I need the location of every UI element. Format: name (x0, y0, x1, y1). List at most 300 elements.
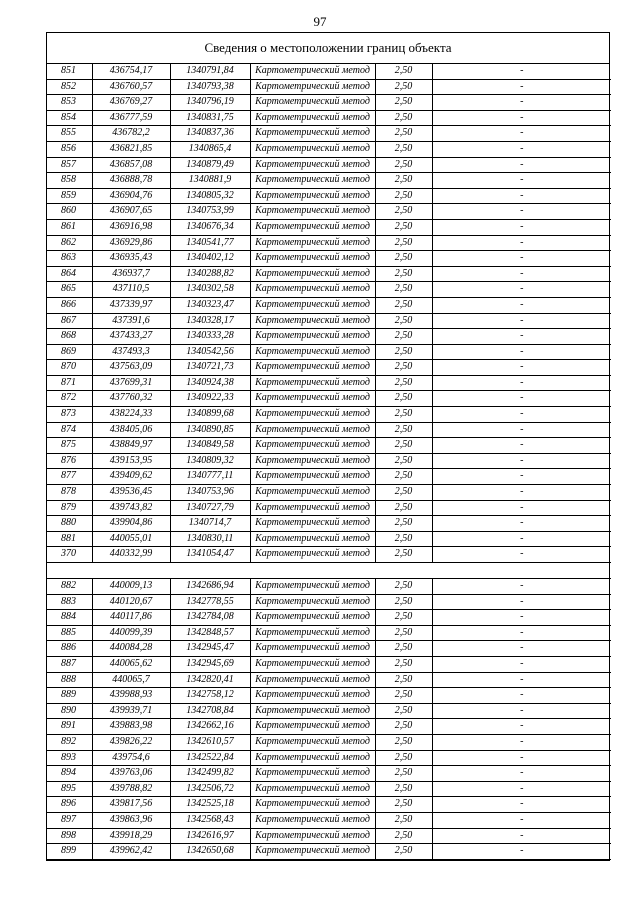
table-row (47, 422, 611, 438)
table-row (47, 219, 611, 235)
table-row (47, 141, 611, 157)
method-cell: Картометрический метод (250, 516, 375, 532)
method-cell: Картометрический метод (250, 313, 375, 329)
coord-x-cell: 437110,5 (92, 282, 170, 298)
point-number-cell: 859 (47, 188, 92, 204)
point-number-cell: 852 (47, 79, 92, 95)
precision-cell: 2,50 (375, 329, 432, 345)
precision-cell: 2,50 (375, 797, 432, 813)
method-cell: Картометрический метод (250, 360, 375, 376)
coord-y-cell: 1342610,57 (170, 734, 250, 750)
coord-y-cell: 1340793,38 (170, 79, 250, 95)
point-number-cell: 877 (47, 469, 92, 485)
precision-cell: 2,50 (375, 313, 432, 329)
coord-x-cell: 439939,71 (92, 703, 170, 719)
table-header: Сведения о местоположении границ объекта (47, 33, 609, 64)
coord-y-cell: 1342820,41 (170, 672, 250, 688)
description-cell: - (432, 375, 611, 391)
description-cell: - (432, 126, 611, 142)
coord-x-cell: 440055,01 (92, 531, 170, 547)
method-cell: Картометрический метод (250, 531, 375, 547)
precision-cell: 2,50 (375, 844, 432, 860)
coord-x-cell: 439962,42 (92, 844, 170, 860)
method-cell: Картометрический метод (250, 734, 375, 750)
description-cell: - (432, 95, 611, 111)
coord-y-cell: 1340865,4 (170, 141, 250, 157)
coord-x-cell: 440117,86 (92, 610, 170, 626)
description-cell: - (432, 750, 611, 766)
table-row (47, 407, 611, 423)
coord-x-cell: 439788,82 (92, 781, 170, 797)
coord-x-cell: 440009,13 (92, 579, 170, 595)
precision-cell: 2,50 (375, 734, 432, 750)
description-cell: - (432, 64, 611, 79)
method-cell: Картометрический метод (250, 500, 375, 516)
precision-cell: 2,50 (375, 64, 432, 79)
method-cell: Картометрический метод (250, 126, 375, 142)
coordinates-table (47, 64, 611, 860)
coord-x-cell: 436782,2 (92, 126, 170, 142)
description-cell: - (432, 157, 611, 173)
coord-x-cell: 440084,28 (92, 641, 170, 657)
point-number-cell: 857 (47, 157, 92, 173)
precision-cell: 2,50 (375, 641, 432, 657)
point-number-cell: 879 (47, 500, 92, 516)
coord-y-cell: 1340890,85 (170, 422, 250, 438)
method-cell: Картометрический метод (250, 750, 375, 766)
description-cell: - (432, 188, 611, 204)
coord-x-cell: 440099,39 (92, 625, 170, 641)
table-row (47, 204, 611, 220)
coord-y-cell: 1342945,47 (170, 641, 250, 657)
description-cell: - (432, 407, 611, 423)
precision-cell: 2,50 (375, 812, 432, 828)
table-row (47, 579, 611, 595)
coord-y-cell: 1340333,28 (170, 329, 250, 345)
coord-y-cell: 1342499,82 (170, 766, 250, 782)
coord-y-cell: 1342662,16 (170, 719, 250, 735)
precision-cell: 2,50 (375, 251, 432, 267)
point-number-cell: 885 (47, 625, 92, 641)
coord-x-cell: 440065,7 (92, 672, 170, 688)
point-number-cell: 890 (47, 703, 92, 719)
method-cell: Картометрический метод (250, 766, 375, 782)
table-row (47, 453, 611, 469)
point-number-cell: 854 (47, 110, 92, 126)
coord-y-cell: 1342945,69 (170, 656, 250, 672)
coord-y-cell: 1340541,77 (170, 235, 250, 251)
point-number-cell: 887 (47, 656, 92, 672)
coord-x-cell: 436821,85 (92, 141, 170, 157)
method-cell: Картометрический метод (250, 79, 375, 95)
method-cell: Картометрический метод (250, 297, 375, 313)
method-cell: Картометрический метод (250, 703, 375, 719)
coord-y-cell: 1340805,32 (170, 188, 250, 204)
description-cell: - (432, 344, 611, 360)
point-number-cell: 871 (47, 375, 92, 391)
precision-cell: 2,50 (375, 95, 432, 111)
precision-cell: 2,50 (375, 703, 432, 719)
coord-x-cell: 438405,06 (92, 422, 170, 438)
description-cell: - (432, 173, 611, 189)
coord-x-cell: 440332,99 (92, 547, 170, 563)
coord-x-cell: 436754,17 (92, 64, 170, 79)
table-row (47, 344, 611, 360)
precision-cell: 2,50 (375, 157, 432, 173)
table-row (47, 625, 611, 641)
table-row (47, 797, 611, 813)
coord-x-cell: 436904,76 (92, 188, 170, 204)
precision-cell: 2,50 (375, 422, 432, 438)
coord-x-cell: 437433,27 (92, 329, 170, 345)
point-number-cell: 893 (47, 750, 92, 766)
precision-cell: 2,50 (375, 531, 432, 547)
precision-cell: 2,50 (375, 110, 432, 126)
precision-cell: 2,50 (375, 766, 432, 782)
coord-y-cell: 1340323,47 (170, 297, 250, 313)
precision-cell: 2,50 (375, 438, 432, 454)
description-cell: - (432, 797, 611, 813)
table-row (47, 438, 611, 454)
description-cell: - (432, 672, 611, 688)
coord-x-cell: 436760,57 (92, 79, 170, 95)
coord-y-cell: 1340849,58 (170, 438, 250, 454)
method-cell: Картометрический метод (250, 469, 375, 485)
coord-y-cell: 1340899,68 (170, 407, 250, 423)
coord-y-cell: 1340809,32 (170, 453, 250, 469)
point-number-cell: 875 (47, 438, 92, 454)
description-cell: - (432, 688, 611, 704)
description-cell: - (432, 625, 611, 641)
point-number-cell: 865 (47, 282, 92, 298)
coord-y-cell: 1340288,82 (170, 266, 250, 282)
point-number-cell: 864 (47, 266, 92, 282)
table-row (47, 531, 611, 547)
method-cell: Картометрический метод (250, 641, 375, 657)
description-cell: - (432, 579, 611, 595)
coord-x-cell: 439826,22 (92, 734, 170, 750)
coord-y-cell: 1340676,34 (170, 219, 250, 235)
method-cell: Картометрический метод (250, 797, 375, 813)
precision-cell: 2,50 (375, 173, 432, 189)
coord-x-cell: 437493,3 (92, 344, 170, 360)
point-number-cell: 861 (47, 219, 92, 235)
precision-cell: 2,50 (375, 672, 432, 688)
table-row (47, 329, 611, 345)
coord-y-cell: 1340830,11 (170, 531, 250, 547)
table-row (47, 719, 611, 735)
description-cell: - (432, 516, 611, 532)
precision-cell: 2,50 (375, 282, 432, 298)
description-cell: - (432, 329, 611, 345)
point-number-cell: 892 (47, 734, 92, 750)
coord-y-cell: 1340302,58 (170, 282, 250, 298)
point-number-cell: 889 (47, 688, 92, 704)
point-number-cell: 873 (47, 407, 92, 423)
precision-cell: 2,50 (375, 469, 432, 485)
coord-y-cell: 1340922,33 (170, 391, 250, 407)
method-cell: Картометрический метод (250, 375, 375, 391)
description-cell: - (432, 235, 611, 251)
precision-cell: 2,50 (375, 750, 432, 766)
point-number-cell: 869 (47, 344, 92, 360)
coord-x-cell: 436888,78 (92, 173, 170, 189)
table-row (47, 656, 611, 672)
method-cell: Картометрический метод (250, 110, 375, 126)
description-cell: - (432, 500, 611, 516)
description-cell: - (432, 141, 611, 157)
method-cell: Картометрический метод (250, 95, 375, 111)
description-cell: - (432, 656, 611, 672)
method-cell: Картометрический метод (250, 141, 375, 157)
table-row (47, 516, 611, 532)
precision-cell: 2,50 (375, 625, 432, 641)
coord-y-cell: 1342784,08 (170, 610, 250, 626)
method-cell: Картометрический метод (250, 251, 375, 267)
table-row (47, 672, 611, 688)
table-row (47, 173, 611, 189)
method-cell: Картометрический метод (250, 204, 375, 220)
coord-x-cell: 436937,7 (92, 266, 170, 282)
coord-x-cell: 440120,67 (92, 594, 170, 610)
table-row (47, 641, 611, 657)
description-cell: - (432, 266, 611, 282)
coord-x-cell: 439988,93 (92, 688, 170, 704)
method-cell: Картометрический метод (250, 282, 375, 298)
separator-row (47, 563, 611, 579)
precision-cell: 2,50 (375, 453, 432, 469)
method-cell: Картометрический метод (250, 579, 375, 595)
coord-x-cell: 438849,97 (92, 438, 170, 454)
description-cell: - (432, 282, 611, 298)
coord-y-cell: 1342506,72 (170, 781, 250, 797)
point-number-cell: 862 (47, 235, 92, 251)
precision-cell: 2,50 (375, 79, 432, 95)
point-number-cell: 896 (47, 797, 92, 813)
table-row (47, 594, 611, 610)
coord-x-cell: 439743,82 (92, 500, 170, 516)
table-row (47, 812, 611, 828)
description-cell: - (432, 453, 611, 469)
table-row (47, 313, 611, 329)
point-number-cell: 858 (47, 173, 92, 189)
method-cell: Картометрический метод (250, 219, 375, 235)
coord-y-cell: 1342522,84 (170, 750, 250, 766)
coord-y-cell: 1340753,96 (170, 485, 250, 501)
precision-cell: 2,50 (375, 500, 432, 516)
table-row (47, 110, 611, 126)
coord-y-cell: 1340796,19 (170, 95, 250, 111)
method-cell: Картометрический метод (250, 656, 375, 672)
point-number-cell: 883 (47, 594, 92, 610)
coord-x-cell: 439904,86 (92, 516, 170, 532)
point-number-cell: 863 (47, 251, 92, 267)
table-row (47, 391, 611, 407)
coord-x-cell: 437760,32 (92, 391, 170, 407)
method-cell: Картометрический метод (250, 64, 375, 79)
coord-x-cell: 440065,62 (92, 656, 170, 672)
precision-cell: 2,50 (375, 204, 432, 220)
coord-y-cell: 1340879,49 (170, 157, 250, 173)
precision-cell: 2,50 (375, 344, 432, 360)
coord-y-cell: 1340721,73 (170, 360, 250, 376)
point-number-cell: 872 (47, 391, 92, 407)
precision-cell: 2,50 (375, 141, 432, 157)
coord-y-cell: 1342616,97 (170, 828, 250, 844)
method-cell: Картометрический метод (250, 329, 375, 345)
coord-y-cell: 1340753,99 (170, 204, 250, 220)
description-cell: - (432, 110, 611, 126)
precision-cell: 2,50 (375, 719, 432, 735)
table-row (47, 500, 611, 516)
coord-y-cell: 1341054,47 (170, 547, 250, 563)
coord-x-cell: 438224,33 (92, 407, 170, 423)
coord-y-cell: 1342778,55 (170, 594, 250, 610)
table-row (47, 266, 611, 282)
description-cell: - (432, 313, 611, 329)
description-cell: - (432, 641, 611, 657)
method-cell: Картометрический метод (250, 173, 375, 189)
description-cell: - (432, 734, 611, 750)
point-number-cell: 855 (47, 126, 92, 142)
method-cell: Картометрический метод (250, 344, 375, 360)
precision-cell: 2,50 (375, 485, 432, 501)
method-cell: Картометрический метод (250, 844, 375, 860)
coord-x-cell: 439754,6 (92, 750, 170, 766)
page-number: 97 (313, 14, 327, 29)
method-cell: Картометрический метод (250, 594, 375, 610)
description-cell: - (432, 766, 611, 782)
coord-x-cell: 436769,27 (92, 95, 170, 111)
method-cell: Картометрический метод (250, 188, 375, 204)
method-cell: Картометрический метод (250, 422, 375, 438)
table-row (47, 375, 611, 391)
coord-y-cell: 1340727,79 (170, 500, 250, 516)
method-cell: Картометрический метод (250, 438, 375, 454)
method-cell: Картометрический метод (250, 812, 375, 828)
precision-cell: 2,50 (375, 375, 432, 391)
table-row (47, 188, 611, 204)
description-cell: - (432, 610, 611, 626)
description-cell: - (432, 297, 611, 313)
point-number-cell: 370 (47, 547, 92, 563)
method-cell: Картометрический метод (250, 547, 375, 563)
description-cell: - (432, 422, 611, 438)
description-cell: - (432, 219, 611, 235)
coord-y-cell: 1340837,36 (170, 126, 250, 142)
table-row (47, 157, 611, 173)
point-number-cell: 899 (47, 844, 92, 860)
description-cell: - (432, 828, 611, 844)
point-number-cell: 878 (47, 485, 92, 501)
table-row (47, 297, 611, 313)
coord-x-cell: 437699,31 (92, 375, 170, 391)
method-cell: Картометрический метод (250, 157, 375, 173)
description-cell: - (432, 438, 611, 454)
method-cell: Картометрический метод (250, 781, 375, 797)
coord-x-cell: 439536,45 (92, 485, 170, 501)
separator-cell (47, 563, 611, 579)
coord-x-cell: 439883,98 (92, 719, 170, 735)
description-cell: - (432, 781, 611, 797)
point-number-cell: 876 (47, 453, 92, 469)
coord-x-cell: 436935,43 (92, 251, 170, 267)
description-cell: - (432, 469, 611, 485)
precision-cell: 2,50 (375, 219, 432, 235)
table-row (47, 547, 611, 563)
method-cell: Картометрический метод (250, 672, 375, 688)
coord-y-cell: 1342650,68 (170, 844, 250, 860)
coord-y-cell: 1340328,17 (170, 313, 250, 329)
point-number-cell: 868 (47, 329, 92, 345)
coord-y-cell: 1342686,94 (170, 579, 250, 595)
point-number-cell: 882 (47, 579, 92, 595)
description-cell: - (432, 719, 611, 735)
method-cell: Картометрический метод (250, 625, 375, 641)
point-number-cell: 894 (47, 766, 92, 782)
precision-cell: 2,50 (375, 547, 432, 563)
point-number-cell: 886 (47, 641, 92, 657)
method-cell: Картометрический метод (250, 266, 375, 282)
method-cell: Картометрический метод (250, 391, 375, 407)
point-number-cell: 891 (47, 719, 92, 735)
coord-y-cell: 1342708,84 (170, 703, 250, 719)
method-cell: Картометрический метод (250, 485, 375, 501)
point-number-cell: 895 (47, 781, 92, 797)
table-row (47, 485, 611, 501)
point-number-cell: 888 (47, 672, 92, 688)
coord-y-cell: 1340924,38 (170, 375, 250, 391)
table-row (47, 610, 611, 626)
description-cell: - (432, 485, 611, 501)
coord-y-cell: 1340881,9 (170, 173, 250, 189)
point-number-cell: 874 (47, 422, 92, 438)
point-number-cell: 866 (47, 297, 92, 313)
precision-cell: 2,50 (375, 688, 432, 704)
boundary-table-sheet (46, 32, 610, 861)
coord-y-cell: 1340714,7 (170, 516, 250, 532)
precision-cell: 2,50 (375, 610, 432, 626)
description-cell: - (432, 844, 611, 860)
coord-y-cell: 1340542,56 (170, 344, 250, 360)
description-cell: - (432, 391, 611, 407)
description-cell: - (432, 531, 611, 547)
table-row (47, 251, 611, 267)
point-number-cell: 856 (47, 141, 92, 157)
coord-x-cell: 437339,97 (92, 297, 170, 313)
coord-x-cell: 436777,59 (92, 110, 170, 126)
precision-cell: 2,50 (375, 656, 432, 672)
method-cell: Картометрический метод (250, 828, 375, 844)
description-cell: - (432, 79, 611, 95)
coord-y-cell: 1342568,43 (170, 812, 250, 828)
coord-x-cell: 439153,95 (92, 453, 170, 469)
method-cell: Картометрический метод (250, 407, 375, 423)
point-number-cell: 880 (47, 516, 92, 532)
table-row (47, 79, 611, 95)
coord-y-cell: 1340791,84 (170, 64, 250, 79)
method-cell: Картометрический метод (250, 610, 375, 626)
precision-cell: 2,50 (375, 188, 432, 204)
precision-cell: 2,50 (375, 391, 432, 407)
method-cell: Картометрический метод (250, 453, 375, 469)
table-row (47, 282, 611, 298)
precision-cell: 2,50 (375, 516, 432, 532)
coord-y-cell: 1342758,12 (170, 688, 250, 704)
coord-x-cell: 436907,65 (92, 204, 170, 220)
table-row (47, 844, 611, 860)
precision-cell: 2,50 (375, 407, 432, 423)
